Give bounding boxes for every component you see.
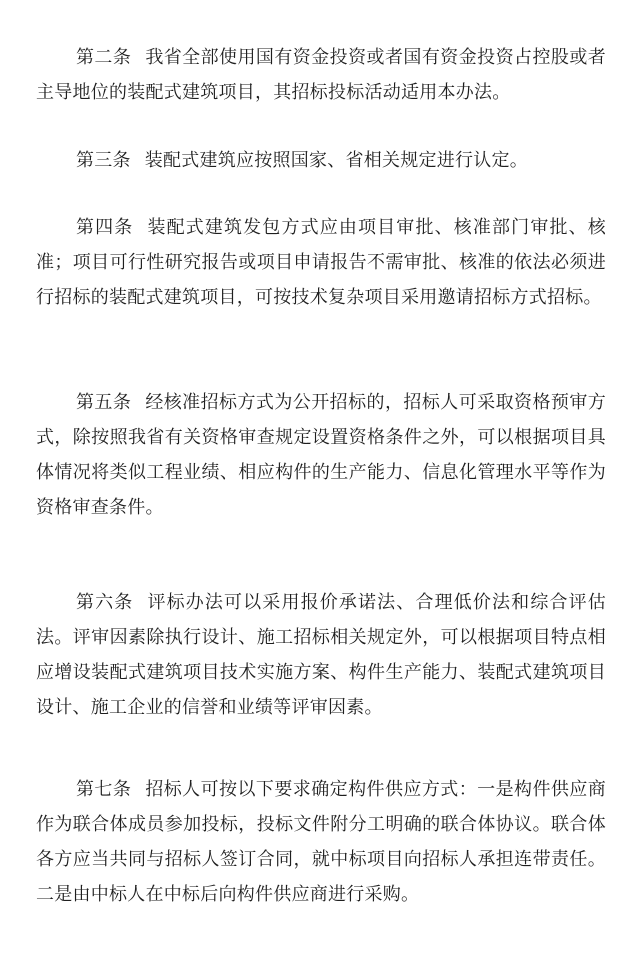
article-3-number: 第三条 <box>76 150 131 171</box>
article-2-text: 我省全部使用国有资金投资或者国有资金投资占控股或者主导地位的装配式建筑项目，其招标投标活动适用本办法。 <box>36 47 607 103</box>
article-2 <box>36 40 606 110</box>
article-2-number: 第二条 <box>76 47 132 68</box>
article-7-number: 第七条 <box>76 779 132 800</box>
article-7 <box>36 772 606 912</box>
article-3 <box>36 143 606 178</box>
article-5-number: 第五条 <box>76 392 132 413</box>
article-6-number: 第六条 <box>76 592 134 613</box>
article-4-text: 装配式建筑发包方式应由项目审批、核准部门审批、核准；项目可行性研究报告或项目申请报告不需审批、核准的依法必须进行招标的装配式建筑项目，可按技术复杂项目采用邀请招标方式招标。 <box>36 217 607 308</box>
article-5-text: 经核准招标方式为公开招标的，招标人可采取资格预审方式，除按照我省有关资格审查规定设置资格条件之外，可以根据项目具体情况将类似工程业绩、相应构件的生产能力、信息化管理水平等作为资格审查条件。 <box>36 392 607 518</box>
article-3-text: 装配式建筑应按照国家、省相关规定进行认定。 <box>144 150 528 171</box>
article-7-text: 招标人可按以下要求确定构件供应方式：一是构件供应商作为联合体成员参加投标，投标文件附分工明确的联合体协议。联合体各方应当共同与招标人签订合同，就中标项目向招标人承担连带责任。二是由中标人在中标后向构件供应商进行采购。 <box>36 779 607 905</box>
article-6 <box>36 585 606 725</box>
article-4-number: 第四条 <box>76 217 134 238</box>
article-6-text: 评标办法可以采用报价承诺法、合理低价法和综合评估法。评审因素除执行设计、施工招标相关规定外，可以根据项目特点相应增设装配式建筑项目技术实施方案、构件生产能力、装配式建筑项目设计、施工企业的信誉和业绩等评审因素。 <box>36 592 607 718</box>
article-5 <box>36 385 606 525</box>
article-4 <box>36 210 606 315</box>
